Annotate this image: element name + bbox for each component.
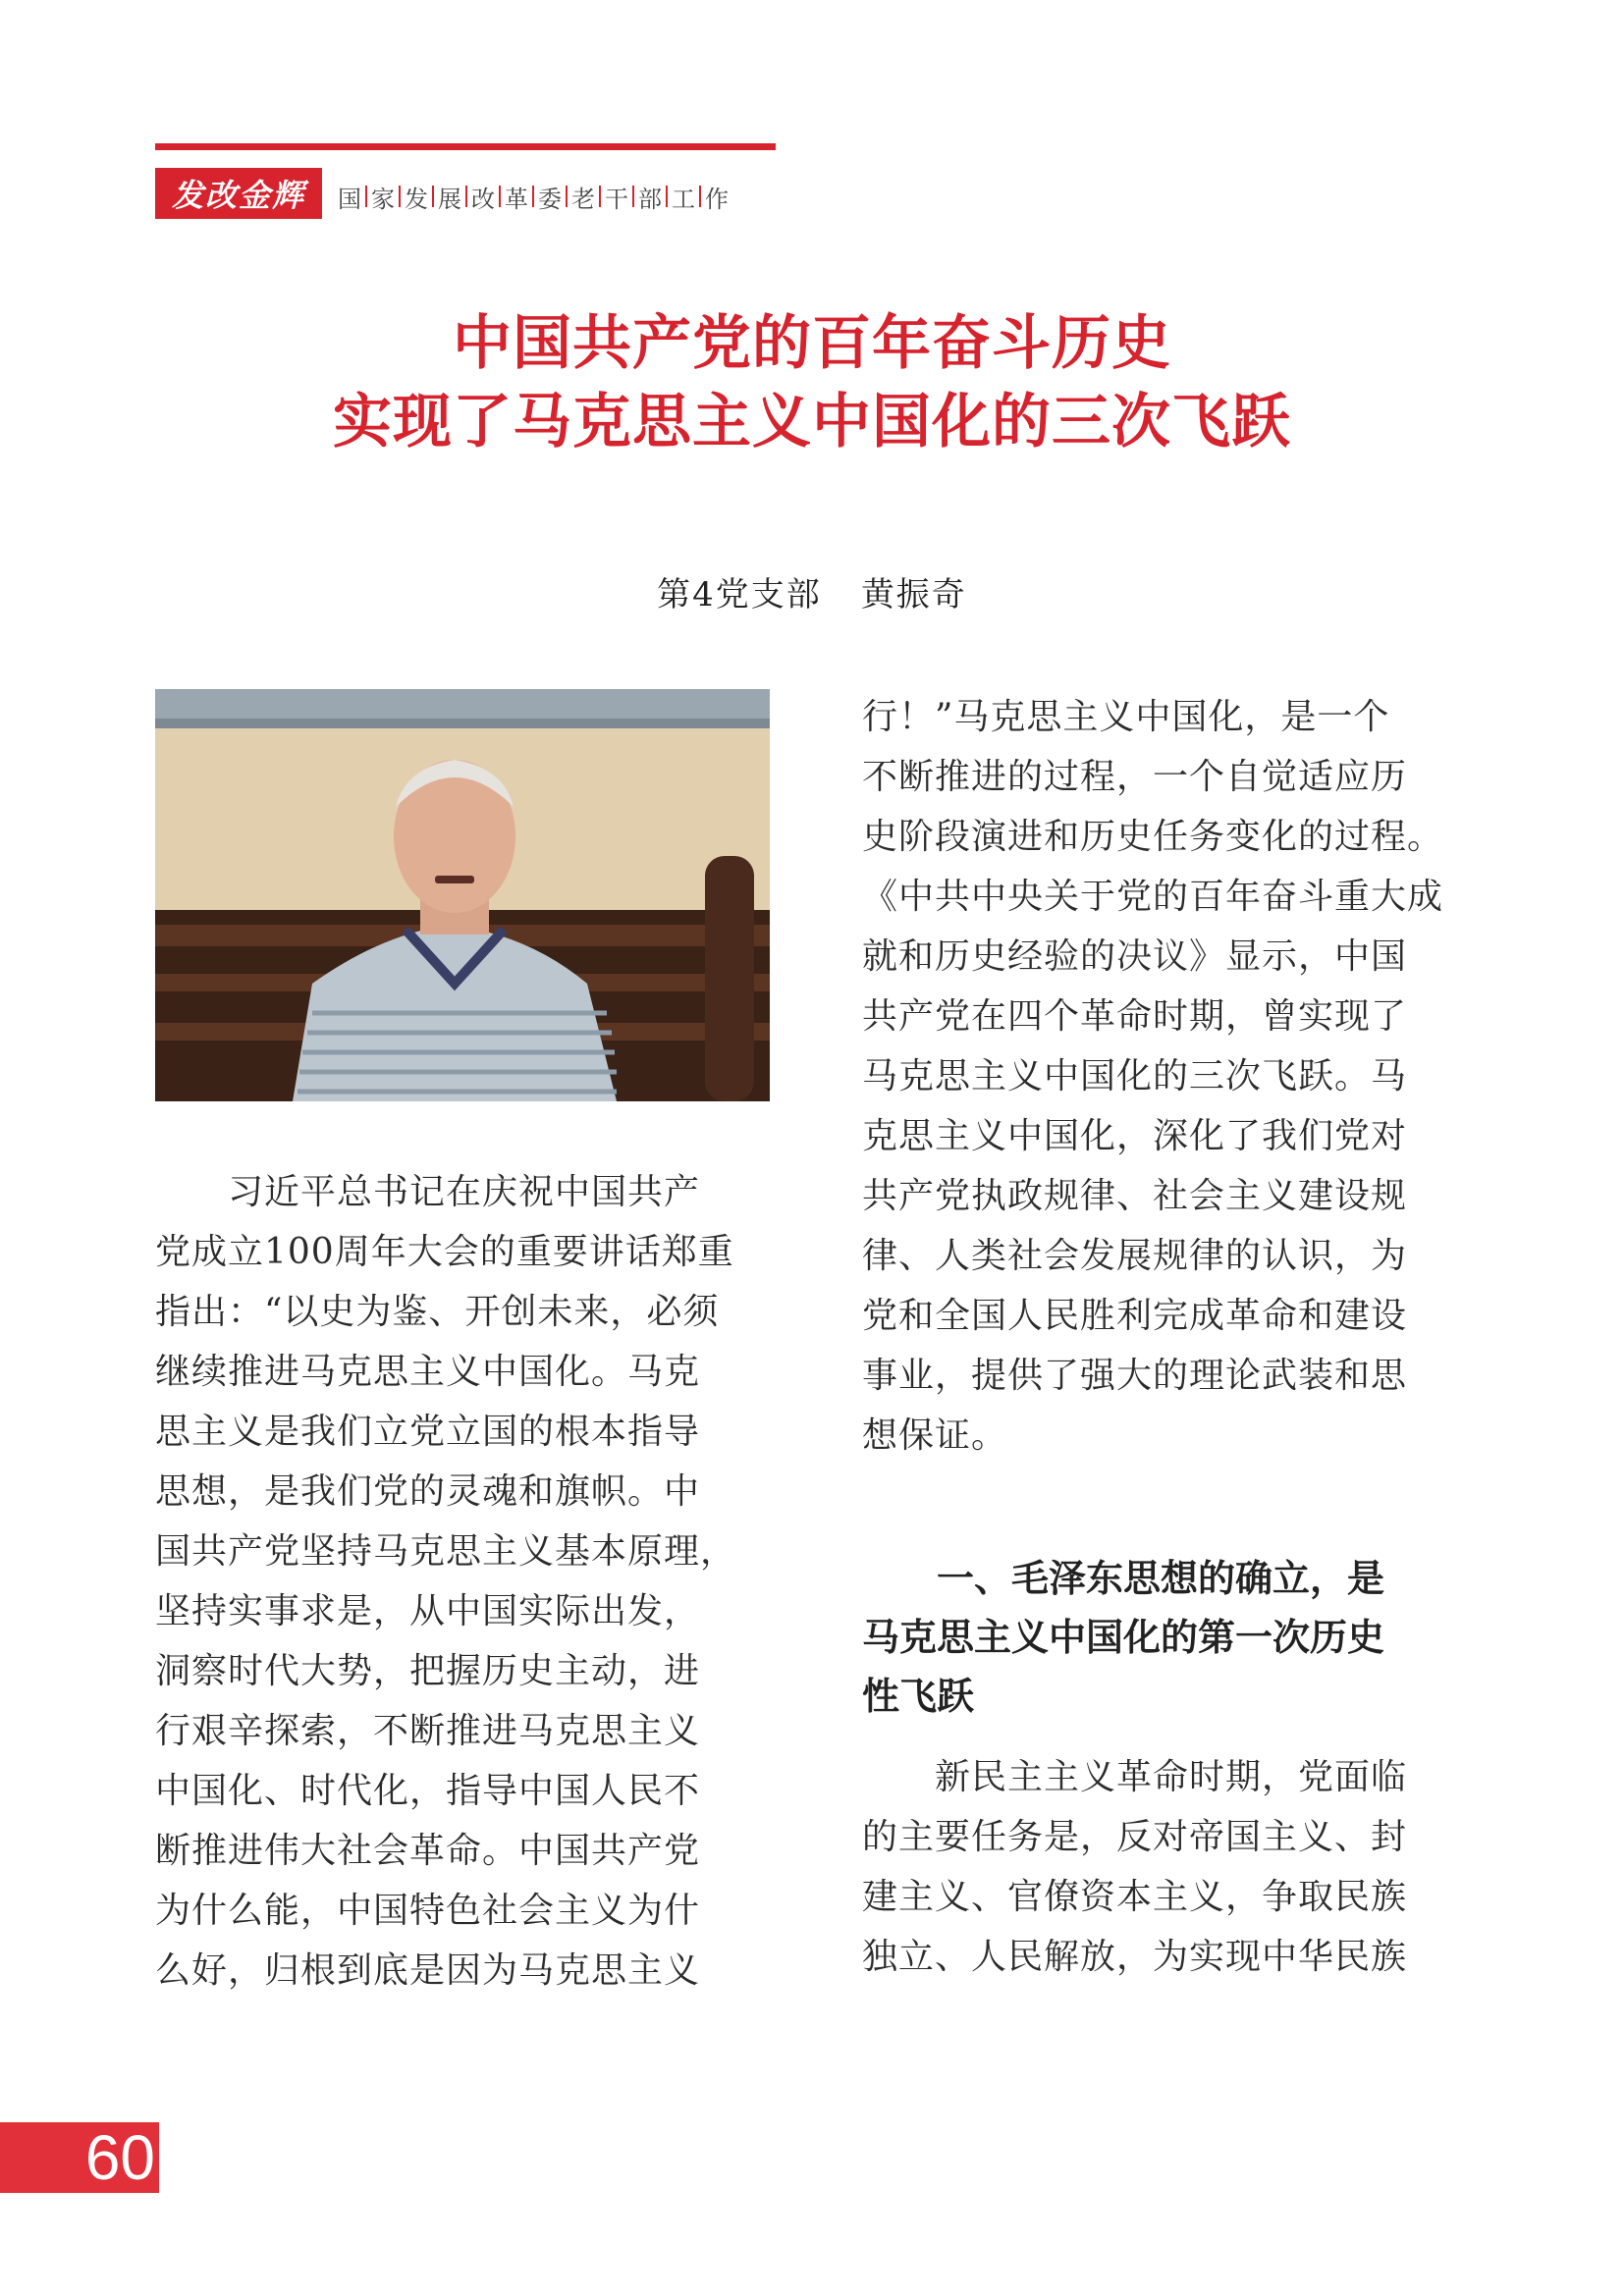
subtitle-char: 改 [471, 185, 495, 213]
text-line: 党成立100周年大会的重要讲话郑重 [155, 1232, 734, 1272]
text-line: 共产党执政规律、社会主义建设规 [862, 1176, 1408, 1216]
subtitle-char: 革 [505, 185, 528, 213]
subtitle-char: 发 [405, 185, 428, 213]
text-line: 指出：“以史为鉴、开创未来，必须 [155, 1292, 720, 1332]
subtitle-char: 展 [438, 185, 461, 213]
text-line: 洞察时代大势，把握历史主动，进 [155, 1651, 701, 1691]
text-line: 《中共中央关于党的百年奋斗重大成 [862, 877, 1444, 917]
subtitle-char: 家 [371, 185, 395, 213]
text-line: 新民主主义革命时期，党面临 [862, 1757, 1408, 1797]
text-line: 克思主义中国化，深化了我们党对 [862, 1116, 1408, 1156]
right-column-bottom [862, 1747, 1481, 1987]
text-line: 坚持实事求是，从中国实际出发， [155, 1591, 701, 1631]
byline-author: 黄振奇 [860, 575, 967, 614]
page-number: 60 [0, 2122, 159, 2193]
subtitle-char: 工 [672, 185, 695, 213]
byline [0, 567, 1624, 615]
heading-line: 性飞跃 [862, 1675, 975, 1718]
text-line: 中国化、时代化，指导中国人民不 [155, 1771, 701, 1811]
byline-unit: 第4党支部 [657, 575, 822, 614]
text-line: 思主义是我们立党立国的根本指导 [155, 1412, 701, 1452]
text-line: 习近平总书记在庆祝中国共产 [155, 1172, 701, 1212]
brand-subtitle [334, 177, 732, 216]
subtitle-char: 作 [705, 185, 729, 213]
text-line: 行艰辛探索，不断推进马克思主义 [155, 1711, 701, 1751]
text-line: 马克思主义中国化的三次飞跃。马 [862, 1056, 1408, 1096]
text-line: 思想，是我们党的灵魂和旗帜。中 [155, 1471, 701, 1512]
left-column [155, 1162, 774, 2001]
author-photo [155, 689, 770, 1101]
section-heading [862, 1549, 1481, 1726]
article-title-line-2: 实现了马克思主义中国化的三次飞跃 [333, 388, 1291, 456]
text-line: 建主义、官僚资本主义，争取民族 [862, 1877, 1408, 1917]
heading-line: 一、毛泽东思想的确立，是 [862, 1557, 1385, 1600]
text-line: 就和历史经验的决议》显示，中国 [862, 936, 1408, 977]
brand-logo: 发改金辉 [155, 168, 322, 219]
text-line: 为什么能，中国特色社会主义为什 [155, 1891, 701, 1931]
text-line: 国共产党坚持马克思主义基本原理， [155, 1531, 737, 1572]
text-line: 不断推进的过程，一个自觉适应历 [862, 757, 1408, 797]
text-line: 党和全国人民胜利完成革命和建设 [862, 1296, 1408, 1336]
text-line: 事业，提供了强大的理论武装和思 [862, 1356, 1408, 1396]
text-line: 的主要任务是，反对帝国主义、封 [862, 1817, 1408, 1857]
subtitle-char: 委 [538, 185, 562, 213]
article-title-line-1: 中国共产党的百年奋斗历史 [453, 309, 1171, 378]
right-column-top [862, 687, 1481, 1466]
text-line: 想保证。 [862, 1415, 1008, 1456]
text-line: 独立、人民解放，为实现中华民族 [862, 1937, 1408, 1977]
subtitle-char: 干 [605, 185, 628, 213]
text-line: 断推进伟大社会革命。中国共产党 [155, 1831, 701, 1871]
heading-line: 马克思主义中国化的第一次历史 [862, 1616, 1385, 1659]
text-line: 律、人类社会发展规律的认识，为 [862, 1236, 1408, 1276]
text-line: 史阶段演进和历史任务变化的过程。 [862, 817, 1444, 857]
header-rule [155, 143, 776, 150]
subtitle-char: 国 [338, 185, 361, 213]
subtitle-char: 老 [571, 185, 595, 213]
subtitle-char: 部 [638, 185, 662, 213]
text-line: 行！”马克思主义中国化，是一个 [862, 697, 1390, 737]
text-line: 共产党在四个革命时期，曾实现了 [862, 996, 1408, 1037]
text-line: 么好，归根到底是因为马克思主义 [155, 1950, 701, 1991]
text-line: 继续推进马克思主义中国化。马克 [155, 1352, 701, 1392]
